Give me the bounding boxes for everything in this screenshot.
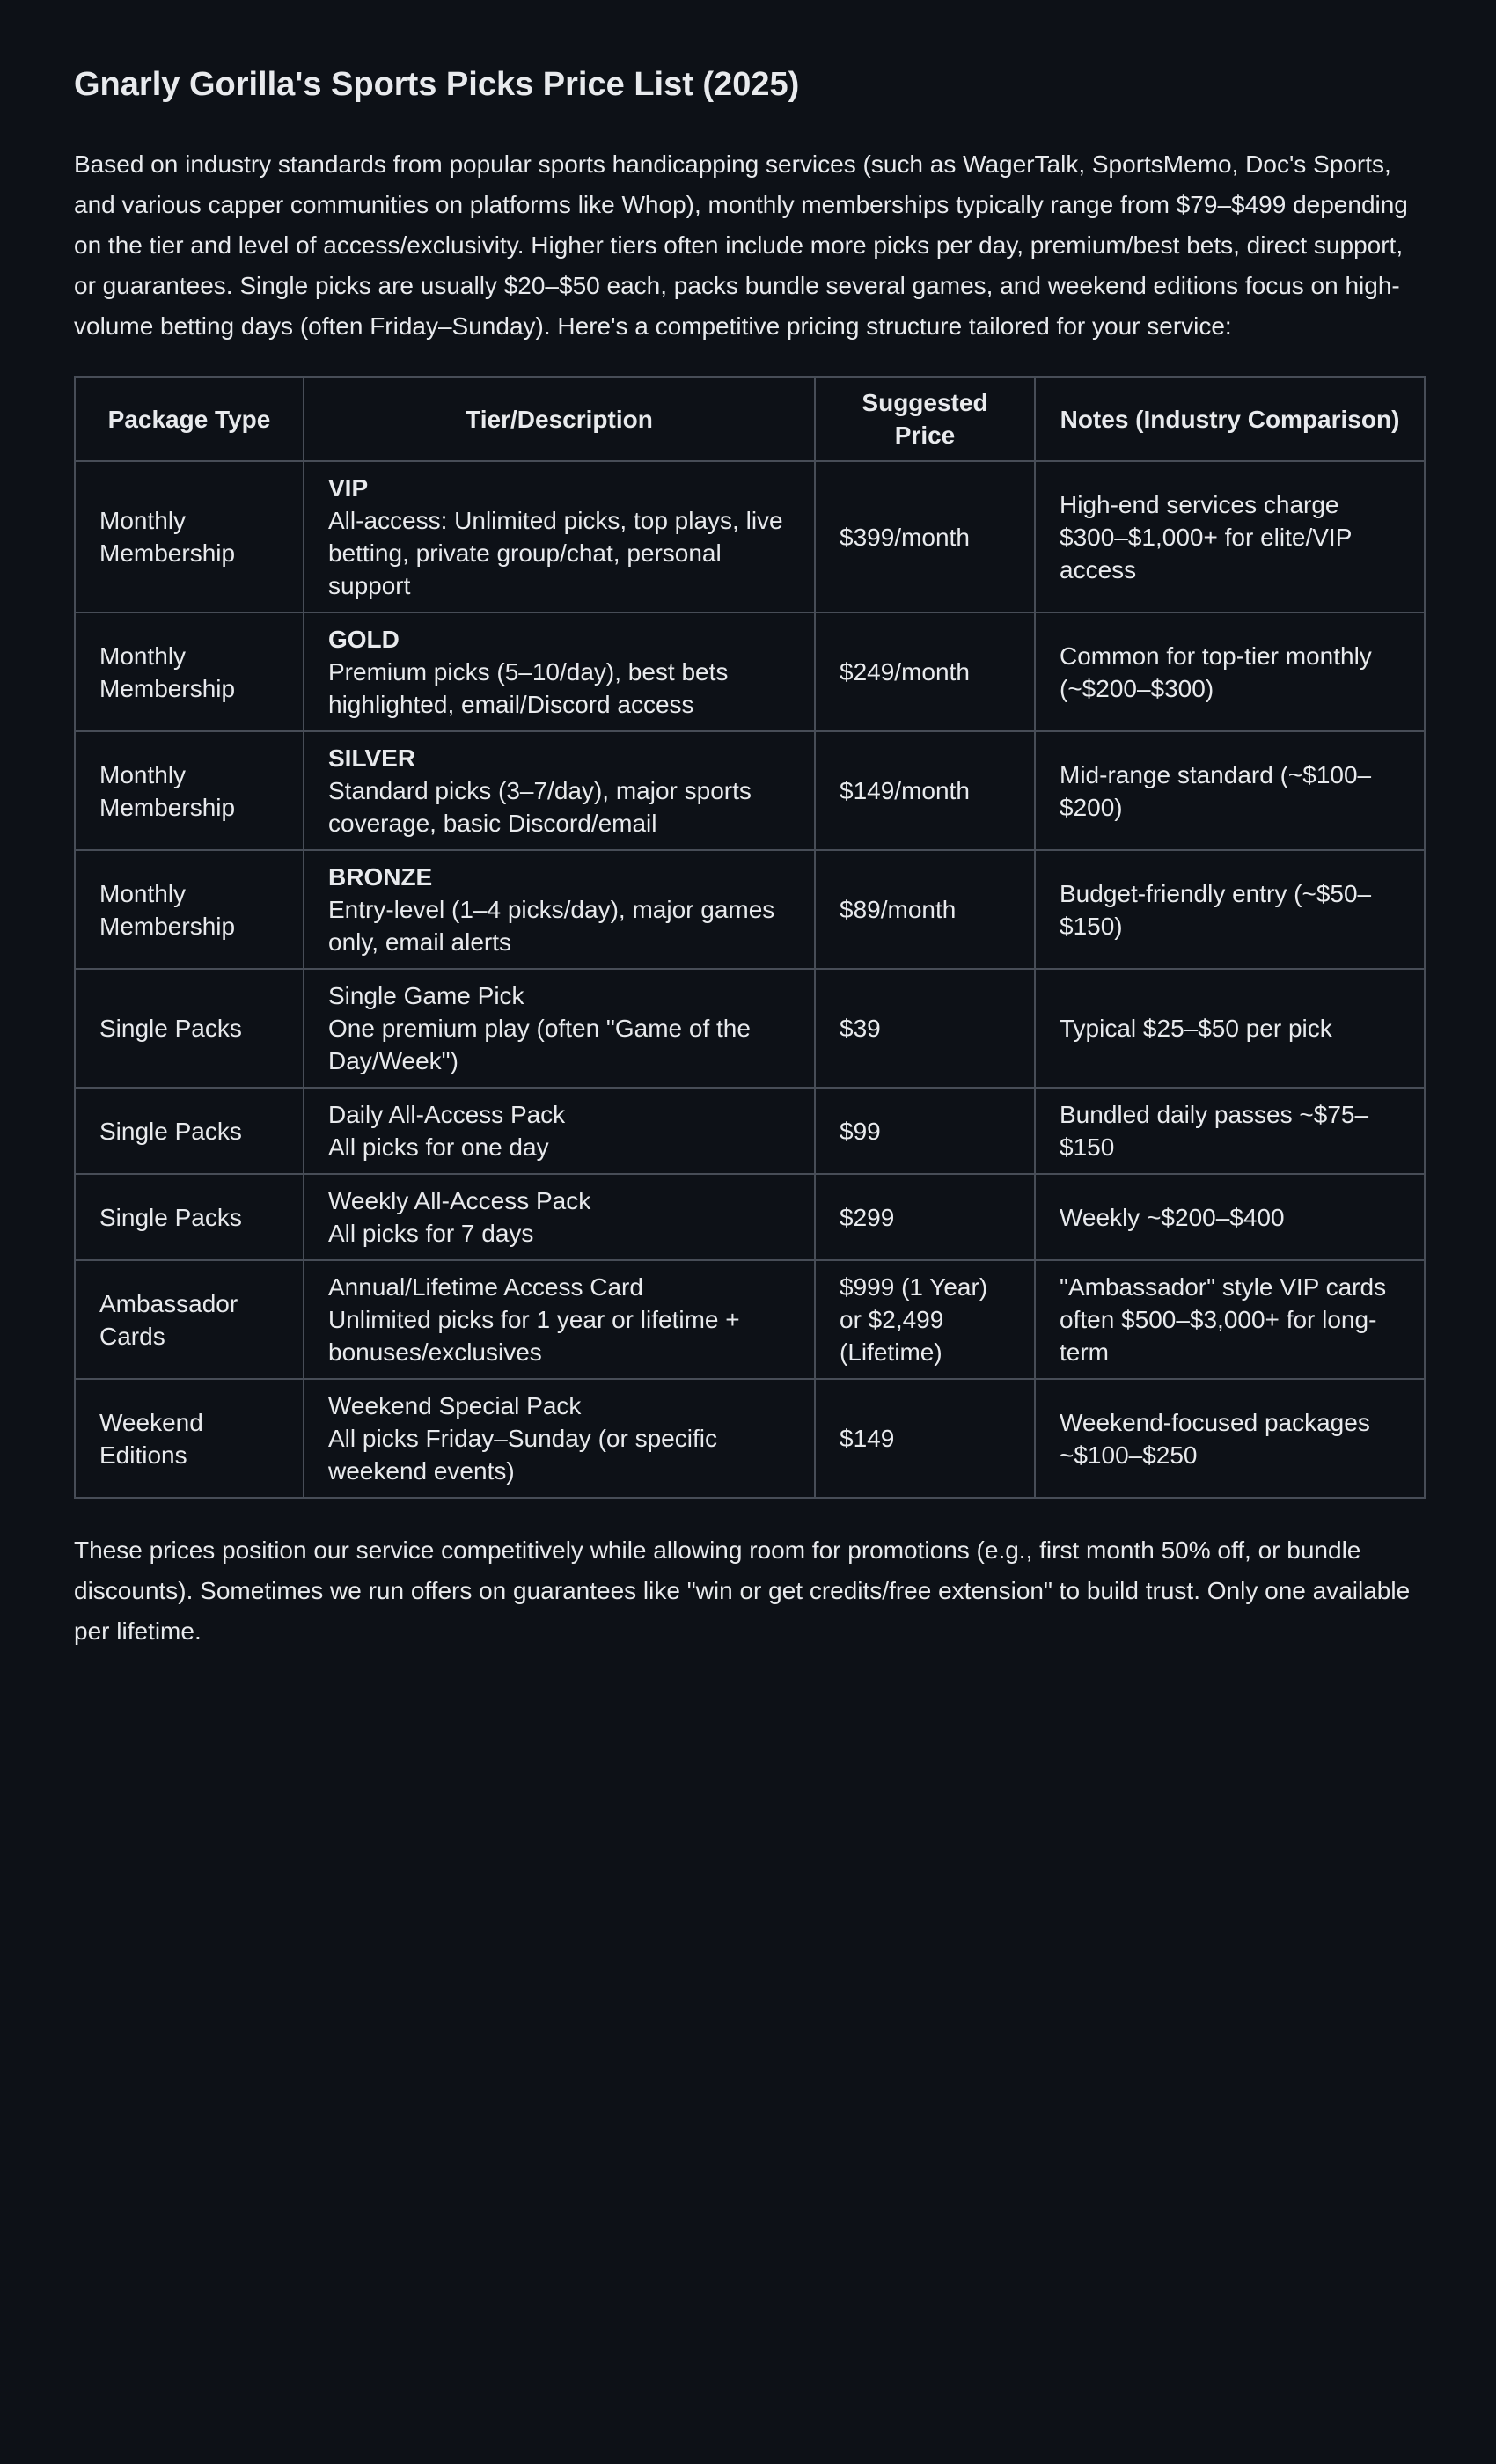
cell-package-type: Weekend Editions [75,1379,304,1498]
tier-name: GOLD [328,626,400,653]
table-row [75,850,1425,969]
cell-suggested-price: $99 [815,1088,1035,1174]
tier-description: All-access: Unlimited picks, top plays, live betting, private group/chat, personal support [328,507,783,599]
cell-package-type: Single Packs [75,969,304,1088]
tier-name: Weekly All-Access Pack [328,1187,591,1214]
tier-description: Entry-level (1–4 picks/day), major games only, email alerts [328,896,775,956]
page-title: Gnarly Gorilla's Sports Picks Price List (2025) [74,66,800,103]
table-row [75,1260,1425,1379]
cell-package-type: Monthly Membership [75,461,304,612]
cell-suggested-price: $399/month [815,461,1035,612]
tier-name: Single Game Pick [328,982,524,1009]
cell-package-type: Monthly Membership [75,731,304,850]
cell-notes: Weekend-focused packages ~$100–$250 [1035,1379,1425,1498]
header-row [75,377,1425,461]
tier-description: Standard picks (3–7/day), major sports coverage, basic Discord/email [328,777,752,837]
cell-tier-description [304,1379,815,1498]
tier-name: VIP [328,474,369,502]
cell-notes: High-end services charge $300–$1,000+ for elite/VIP access [1035,461,1425,612]
cell-suggested-price: $249/month [815,612,1035,731]
cell-tier-description [304,850,815,969]
tier-name: BRONZE [328,863,433,891]
header-tier-description: Tier/Description [304,377,815,461]
cell-notes: "Ambassador" style VIP cards often $500–$3,000+ for long-term [1035,1260,1425,1379]
outro-paragraph: These prices position our service competitively while allowing room for promotions (e.g., first month 50% off, or bundle discounts). Sometimes we run offers on guarantees like "win or get credits/free extension" to build trust. Only one available per lifetime. [74,1536,1411,1645]
pricing-table-body [75,461,1425,1498]
header-package-type: Package Type [75,377,304,461]
table-row [75,731,1425,850]
tier-description: Unlimited picks for 1 year or lifetime + bonuses/exclusives [328,1306,740,1366]
tier-description: All picks for one day [328,1133,549,1161]
cell-tier-description [304,731,815,850]
cell-notes: Typical $25–$50 per pick [1035,969,1425,1088]
table-row [75,1088,1425,1174]
cell-suggested-price: $149/month [815,731,1035,850]
cell-notes: Mid-range standard (~$100–$200) [1035,731,1425,850]
cell-notes: Weekly ~$200–$400 [1035,1174,1425,1260]
cell-suggested-price: $149 [815,1379,1035,1498]
cell-tier-description [304,612,815,731]
cell-suggested-price: $89/month [815,850,1035,969]
table-row [75,612,1425,731]
cell-suggested-price: $299 [815,1174,1035,1260]
pricing-table [74,376,1426,1499]
tier-description: All picks for 7 days [328,1220,534,1247]
cell-suggested-price: $39 [815,969,1035,1088]
tier-name: Weekend Special Pack [328,1392,582,1419]
cell-notes: Bundled daily passes ~$75–$150 [1035,1088,1425,1174]
cell-package-type: Monthly Membership [75,612,304,731]
cell-tier-description [304,1260,815,1379]
tier-description: Premium picks (5–10/day), best bets highlighted, email/Discord access [328,658,729,718]
tier-name: SILVER [328,744,416,772]
cell-package-type: Monthly Membership [75,850,304,969]
pricing-table-head [75,377,1425,461]
cell-suggested-price: $999 (1 Year) or $2,499 (Lifetime) [815,1260,1035,1379]
cell-tier-description [304,1088,815,1174]
tier-name: Annual/Lifetime Access Card [328,1273,643,1301]
tier-description: One premium play (often "Game of the Day/Week") [328,1015,751,1074]
cell-package-type: Ambassador Cards [75,1260,304,1379]
cell-tier-description [304,461,815,612]
cell-package-type: Single Packs [75,1088,304,1174]
intro-paragraph: Based on industry standards from popular sports handicapping services (such as WagerTalk, SportsMemo, Doc's Sports, and various capper communities on platforms like Whop), monthly memberships typically range from $79–$499 depending on the tier and level of access/exclusivity. Higher tiers often include more picks per day, premium/best bets, direct support, or guarantees. Single picks are usually $20–$50 each, packs bundle several games, and weekend editions focus on high-volume betting days (often Friday–Sunday). Here's a competitive pricing structure tailored for your service: [74,150,1408,340]
cell-notes: Budget-friendly entry (~$50–$150) [1035,850,1425,969]
table-row [75,461,1425,612]
cell-package-type: Single Packs [75,1174,304,1260]
tier-description: All picks Friday–Sunday (or specific weekend events) [328,1425,717,1485]
header-suggested-price: Suggested Price [815,377,1035,461]
table-row [75,969,1425,1088]
table-row [75,1379,1425,1498]
cell-tier-description [304,969,815,1088]
cell-notes: Common for top-tier monthly (~$200–$300) [1035,612,1425,731]
cell-tier-description [304,1174,815,1260]
tier-name: Daily All-Access Pack [328,1101,566,1128]
header-notes: Notes (Industry Comparison) [1035,377,1425,461]
table-row [75,1174,1425,1260]
